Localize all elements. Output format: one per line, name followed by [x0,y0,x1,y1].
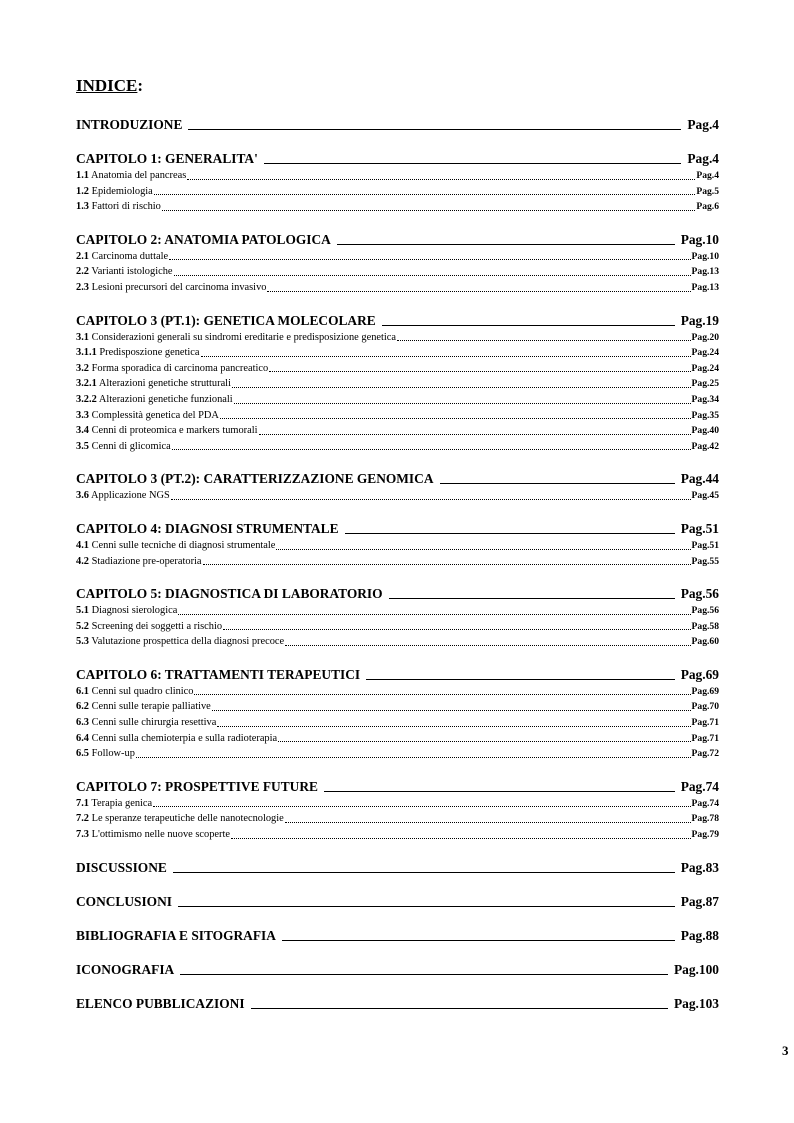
toc-section-number: 3.2.2 [76,393,97,405]
toc-chapter-entry[interactable] [76,231,719,249]
toc-entry-label: INTRODUZIONE [76,117,183,132]
toc-entry-title [76,796,152,812]
toc-entry-label: Le speranze terapeutiche delle nanotecnologie [91,813,284,825]
dot-leader [162,210,695,211]
toc-page-ref: Pag.35 [691,409,719,421]
toc-page-ref: Pag.60 [691,636,719,648]
toc-page-ref: Pag.71 [691,732,719,744]
toc-page-ref: Pag.10 [680,231,719,247]
dot-leader [232,387,691,388]
toc-page-ref: Pag.74 [691,797,719,809]
toc-section-number: 7.3 [76,829,89,841]
toc-entry-title [76,995,245,1013]
toc-chapter-entry[interactable] [76,859,719,877]
dot-leader [174,275,691,276]
toc-entry-title [76,264,173,280]
toc-section-number: 3.2.1 [76,378,97,390]
toc-page-ref: Pag.42 [691,440,719,452]
toc-section-number: 3.2 [76,362,89,374]
toc-section-entry[interactable] [76,392,719,408]
toc-entry-title [76,488,170,504]
toc-page-ref: Pag.10 [691,250,719,262]
toc-chapter-entry[interactable] [76,995,719,1013]
dot-leader [223,629,691,630]
toc-entry-label: Epidemiologia [91,185,153,197]
toc-section-entry[interactable] [76,554,719,570]
toc-entry-label: Varianti istologiche [91,266,173,278]
toc-spacer [76,454,719,470]
toc-section-entry[interactable] [76,811,719,827]
dot-leader [267,291,690,292]
toc-section-number: 6.1 [76,685,89,697]
dot-leader [285,645,690,646]
toc-page-ref: Pag.56 [691,605,719,617]
toc-chapter-entry[interactable] [76,116,719,134]
toc-section-number: 3.3 [76,409,89,421]
toc-section-number: 2.2 [76,266,89,278]
toc-section-number: 6.3 [76,717,89,729]
toc-section-number: 3.5 [76,440,89,452]
toc-page-ref: Pag.13 [691,266,719,278]
toc-entry-label: Cenni di glicomica [91,440,171,452]
toc-entry-title [76,746,135,762]
toc-section-number: 3.1 [76,331,89,343]
toc-entry-title [76,634,284,650]
leader-line [178,906,675,907]
toc-entry-title [76,184,153,200]
dot-leader [397,340,691,341]
leader-line [345,533,675,534]
toc-entry-label: Cenni sulle chirurgia resettiva [91,717,217,729]
leader-line [264,163,682,164]
toc-page-ref: Pag.69 [680,666,719,682]
toc-section-number: 3.6 [76,490,89,502]
toc-section-entry[interactable] [76,264,719,280]
dot-leader [278,741,690,742]
toc-entry-label: CAPITOLO 3 (PT.1): GENETICA MOLECOLARE [76,312,376,328]
toc-entry-label: CAPITOLO 4: DIAGNOSI STRUMENTALE [76,520,339,536]
toc-page-ref: Pag.51 [691,539,719,551]
toc-entry-label: Carcinoma duttale [91,250,169,262]
toc-page-ref: Pag.72 [691,748,719,760]
leader-line [382,325,675,326]
toc-entry-label: Cenni sulle tecniche di diagnosi strumentale [91,539,276,551]
leader-line [337,244,675,245]
dot-leader [194,694,690,695]
toc-entry-label: CAPITOLO 6: TRATTAMENTI TERAPEUTICI [76,666,361,682]
toc-page-ref: Pag.45 [691,490,719,502]
toc-section-entry[interactable] [76,423,719,439]
dot-leader [172,449,691,450]
toc-chapter-entry[interactable] [76,150,719,168]
toc-entry-title [76,345,200,361]
toc-page-ref: Pag.71 [691,717,719,729]
toc-page-ref: Pag.78 [691,813,719,825]
dot-leader [153,806,690,807]
dot-leader [234,403,691,404]
toc-entry-title [76,603,177,619]
index-title [76,76,143,96]
toc-entry-title [76,199,161,215]
toc-page-ref: Pag.74 [680,778,719,794]
dot-leader [212,710,691,711]
toc-entry-title [76,961,174,979]
toc-section-number: 5.3 [76,636,89,648]
toc-chapter-entry[interactable] [76,470,719,488]
toc-page-ref: Pag.24 [691,362,719,374]
toc-entry-title [76,666,360,684]
toc-entry-label: Stadiazione pre-operatoria [91,555,202,567]
toc-spacer [76,215,719,231]
toc-page-ref: Pag.79 [691,829,719,841]
toc-page-ref: Pag.4 [696,170,719,181]
toc-entry-label: Fattori di rischio [91,201,161,213]
toc-section-entry[interactable] [76,715,719,731]
toc-section-number: 3.4 [76,425,89,437]
toc-chapter-entry[interactable] [76,961,719,979]
dot-leader [187,179,695,180]
toc-spacer [76,650,719,666]
toc-page-ref: Pag.34 [691,393,719,405]
dot-leader [276,549,690,550]
toc-page-ref: Pag.24 [691,347,719,359]
leader-line [389,598,675,599]
toc-chapter-entry[interactable] [76,778,719,796]
toc-section-number: 6.4 [76,732,89,744]
toc-spacer [76,569,719,585]
toc-entry-title [76,585,383,603]
leader-line [251,1008,668,1009]
toc-entry-label: CAPITOLO 5: DIAGNOSTICA DI LABORATORIO [76,586,383,602]
toc-entry-title [76,470,434,488]
toc-entry-label: ICONOGRAFIA [76,961,175,977]
toc-page-ref: Pag.58 [691,620,719,632]
toc-section-entry[interactable] [76,488,719,504]
toc-spacer [76,911,719,927]
dot-leader [201,356,691,357]
toc-entry-label: Alterazioni genetiche funzionali [98,393,233,405]
toc-spacer [76,877,719,893]
toc-entry-title [76,811,284,827]
toc-entry-label: Cenni sul quadro clinico [91,685,194,697]
toc-entry-label: Predisposzione genetica [99,347,200,359]
toc-section-entry[interactable] [76,731,719,747]
toc-page-ref: Pag.4 [687,151,719,166]
toc-section-number: 6.2 [76,701,89,713]
index-title-colon: : [137,76,144,95]
toc-section-entry[interactable] [76,699,719,715]
toc-section-entry[interactable] [76,184,719,200]
toc-section-number: 3.1.1 [76,347,97,359]
toc-section-number: 6.5 [76,748,89,760]
toc-entry-title [76,150,258,168]
toc-entry-title [76,168,186,184]
toc-entry-title [76,778,318,796]
toc-spacer [76,945,719,961]
toc-entry-label: DISCUSSIONE [76,859,167,875]
toc-entry-label: CAPITOLO 3 (PT.2): CARATTERIZZAZIONE GENOMICA [76,471,434,487]
toc-entry-label: L'ottimismo nelle nuove scoperte [91,829,230,841]
toc-section-number: 4.1 [76,539,89,551]
toc-entry-title [76,280,266,296]
toc-page-ref: Pag.5 [696,185,719,197]
toc-entry-label: Follow-up [91,748,135,760]
toc-page-ref: Pag.55 [691,555,719,567]
toc-section-entry[interactable] [76,746,719,762]
toc-section-number: 1.3 [76,201,89,213]
toc-spacer [76,134,719,150]
toc-section-number: 4.2 [76,555,89,567]
toc-chapter-entry[interactable] [76,585,719,603]
leader-line [188,129,681,130]
toc-entry-title [76,361,268,377]
toc-chapter-entry[interactable] [76,927,719,945]
toc-entry-title [76,684,193,700]
toc-entry-label: Forma sporadica di carcinoma pancreatico [91,362,269,374]
toc-section-entry[interactable] [76,361,719,377]
toc-section-entry[interactable] [76,439,719,455]
toc-entry-title [76,231,331,249]
toc-page-ref: Pag.13 [691,281,719,293]
toc-entry-label: CAPITOLO 1: GENERALITA' [76,151,258,166]
toc-entry-label: Complessità genetica del PDA [91,409,219,421]
toc-entry-title [76,408,219,424]
leader-line [440,483,675,484]
toc-section-entry[interactable] [76,345,719,361]
document-page [76,0,789,1123]
leader-line [366,679,675,680]
leader-line [180,974,668,975]
toc-section-number: 1.1 [76,170,89,181]
toc-entry-title [76,376,231,392]
toc-page-ref: Pag.6 [696,201,719,213]
toc-spacer [76,296,719,312]
toc-entry-label: Screening dei soggetti a rischio [91,620,223,632]
toc-section-entry[interactable] [76,330,719,346]
toc-page-ref: Pag.25 [691,378,719,390]
toc-entry-title [76,249,168,265]
toc-entry-title [76,699,211,715]
dot-leader [171,499,691,500]
toc-entry-title [76,392,233,408]
dot-leader [178,614,690,615]
toc-section-number: 2.3 [76,281,89,293]
toc-chapter-entry[interactable] [76,312,719,330]
toc-page-ref: Pag.51 [680,520,719,536]
toc-page-ref: Pag.69 [691,685,719,697]
page-number: 3 [782,1043,789,1058]
toc-entry-label: Diagnosi sierologica [91,605,178,617]
toc-entry-label: Alterazioni genetiche strutturali [98,378,231,390]
toc-entry-title [76,927,276,945]
toc-entry-title [76,859,167,877]
toc-page-ref: Pag.4 [687,117,719,132]
dot-leader [259,434,691,435]
toc-section-number: 1.2 [76,185,89,197]
toc-entry-title [76,827,230,843]
toc-page-ref: Pag.40 [691,425,719,437]
leader-line [173,872,675,873]
toc-entry-label: Applicazione NGS [91,490,170,502]
toc-section-number: 2.1 [76,250,89,262]
toc-entry-title [76,715,216,731]
toc-entry-label: CAPITOLO 7: PROSPETTIVE FUTURE [76,778,318,794]
toc-entry-title [76,619,222,635]
toc-section-entry[interactable] [76,827,719,843]
toc-section-number: 5.2 [76,620,89,632]
toc-chapter-entry[interactable] [76,666,719,684]
toc-section-entry[interactable] [76,796,719,812]
index-title-text: INDICE [76,76,138,95]
toc-entry-title [76,893,172,911]
table-of-contents [76,116,719,1013]
toc-section-entry[interactable] [76,634,719,650]
toc-spacer [76,762,719,778]
toc-page-ref: Pag.83 [680,859,719,875]
toc-section-entry[interactable] [76,619,719,635]
toc-entry-title [76,731,277,747]
toc-entry-label: BIBLIOGRAFIA E SITOGRAFIA [76,927,276,943]
toc-section-number: 7.1 [76,797,89,809]
toc-entry-label: ELENCO PUBBLICAZIONI [76,995,245,1011]
toc-page-ref: Pag.20 [691,331,719,343]
toc-entry-title [76,439,171,455]
toc-entry-title [76,116,182,134]
toc-entry-title [76,330,396,346]
toc-section-entry[interactable] [76,603,719,619]
toc-section-entry[interactable] [76,199,719,215]
dot-leader [169,259,690,260]
toc-entry-label: Considerazioni generali su sindromi ereditarie e predisposizione genetica [91,331,397,343]
toc-entry-title [76,520,339,538]
toc-chapter-entry[interactable] [76,520,719,538]
toc-entry-label: CAPITOLO 2: ANATOMIA PATOLOGICA [76,231,331,247]
toc-page-ref: Pag.87 [680,893,719,909]
toc-page-ref: Pag.88 [680,927,719,943]
leader-line [282,940,675,941]
toc-entry-label: Cenni sulle terapie palliative [91,701,211,713]
toc-spacer [76,504,719,520]
toc-section-entry[interactable] [76,168,719,184]
dot-leader [217,726,690,727]
toc-section-number: 5.1 [76,605,89,617]
toc-entry-label: Terapia genica [91,797,153,809]
toc-entry-label: Lesioni precursori del carcinoma invasivo [91,281,267,293]
dot-leader [203,564,691,565]
toc-page-ref: Pag.100 [673,961,719,977]
toc-section-number: 7.2 [76,813,89,825]
toc-entry-title [76,554,202,570]
toc-page-ref: Pag.56 [680,586,719,602]
dot-leader [154,194,696,195]
toc-section-entry[interactable] [76,538,719,554]
toc-entry-label: Cenni sulla chemioterpia e sulla radioterapia [91,732,278,744]
toc-entry-label: Cenni di proteomica e markers tumorali [91,425,258,437]
toc-page-ref: Pag.19 [680,312,719,328]
toc-entry-title [76,312,376,330]
toc-page-ref: Pag.44 [680,471,719,487]
toc-spacer [76,979,719,995]
toc-entry-title [76,423,258,439]
toc-section-entry[interactable] [76,376,719,392]
dot-leader [136,757,691,758]
dot-leader [269,371,690,372]
leader-line [324,791,675,792]
toc-entry-label: Anatomia del pancreas [91,170,187,181]
toc-spacer [76,843,719,859]
dot-leader [220,418,691,419]
toc-entry-label: Valutazione prospettica della diagnosi precoce [91,636,285,648]
toc-entry-title [76,538,275,554]
toc-chapter-entry[interactable] [76,893,719,911]
toc-section-entry[interactable] [76,408,719,424]
toc-page-ref: Pag.103 [673,995,719,1011]
toc-page-ref: Pag.70 [691,701,719,713]
dot-leader [231,838,691,839]
dot-leader [285,822,691,823]
toc-entry-label: CONCLUSIONI [76,893,172,909]
toc-section-entry[interactable] [76,280,719,296]
toc-section-entry[interactable] [76,249,719,265]
toc-section-entry[interactable] [76,684,719,700]
